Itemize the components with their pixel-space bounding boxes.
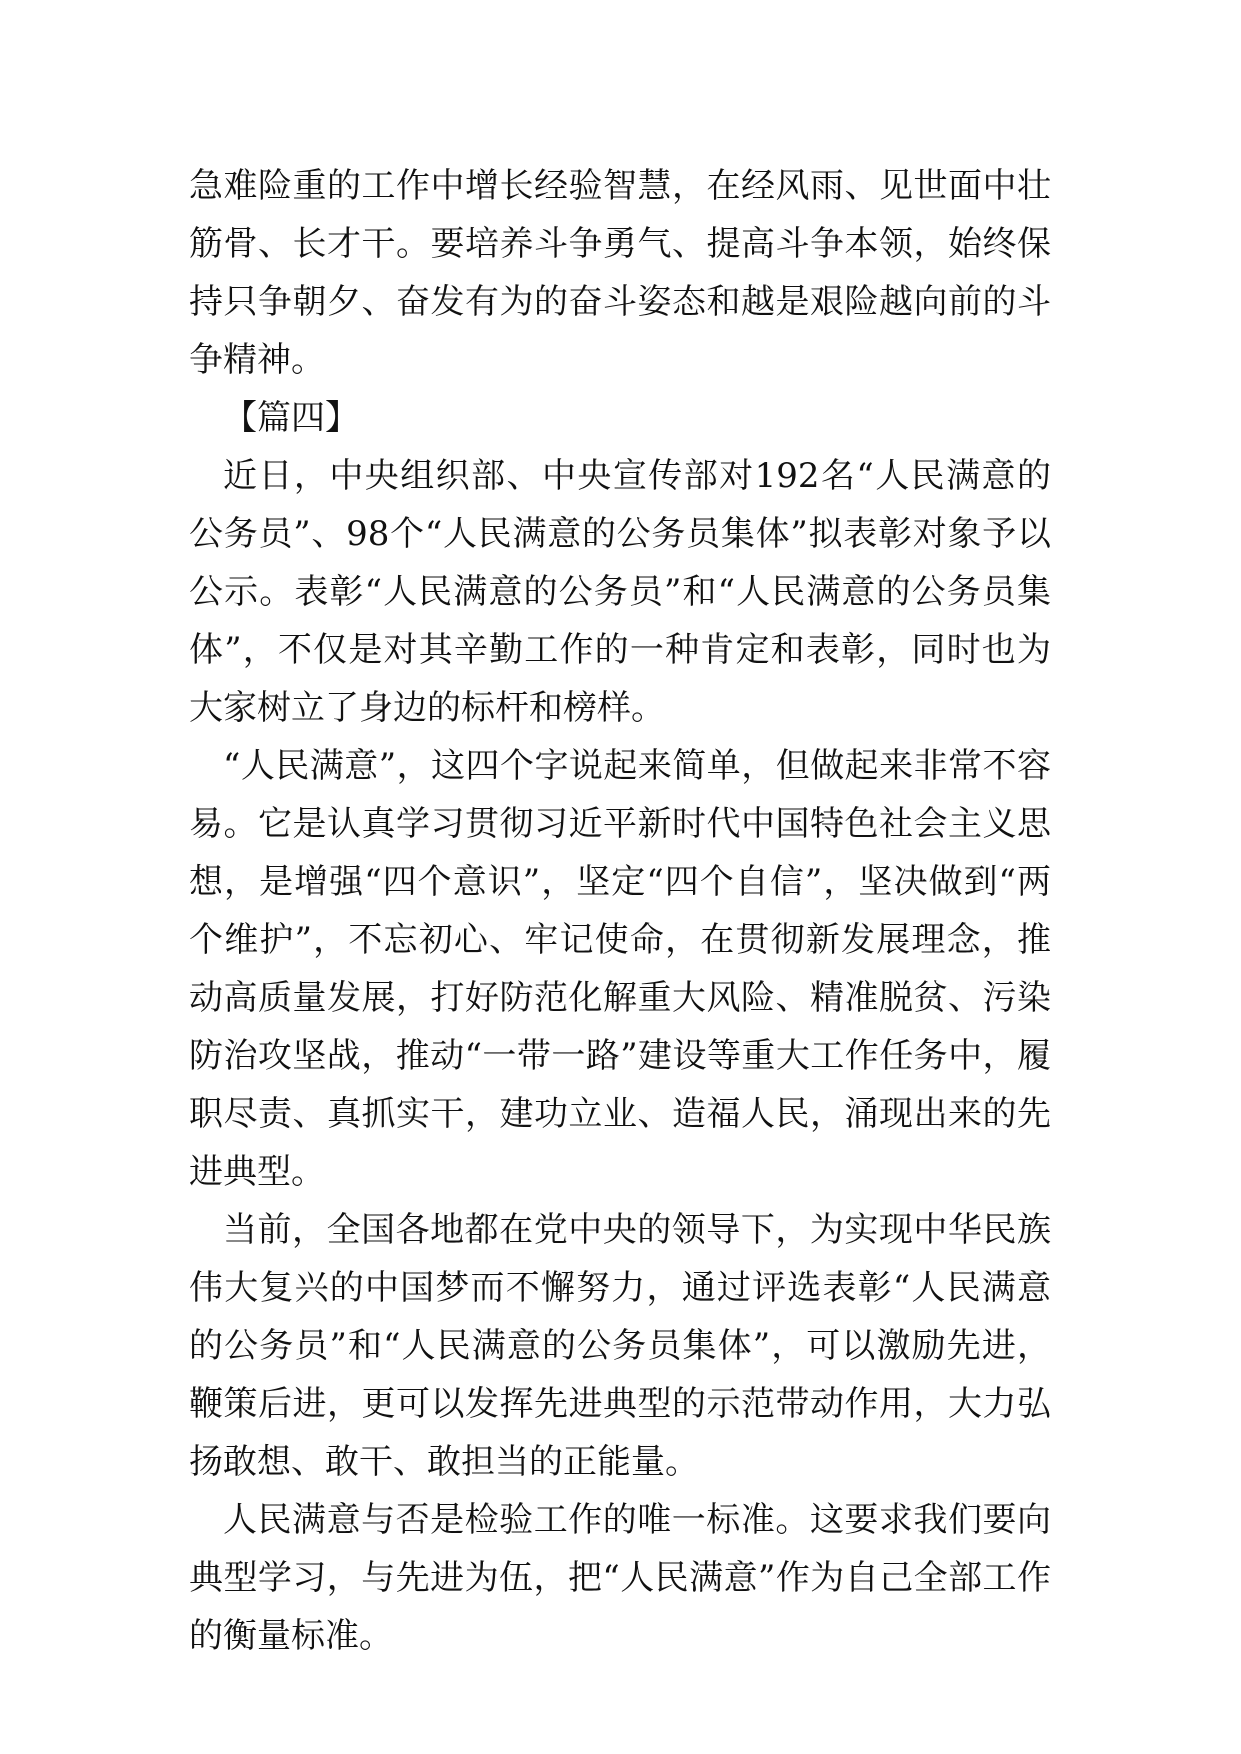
paragraph-continuation: 急难险重的工作中增长经验智慧，在经风雨、见世面中壮筋骨、长才干。要培养斗争勇气、提高斗争本领，始终保持只争朝夕、奋发有为的奋斗姿态和越是艰险越向前的斗争精神。 [189,166,1051,380]
paragraph: 人民满意与否是检验工作的唯一标准。这要求我们要向典型学习，与先进为伍，把“人民满意”作为自己全部工作的衡量标准。 [189,1500,1051,1656]
paragraph: 当前，全国各地都在党中央的领导下，为实现中华民族伟大复兴的中国梦而不懈努力，通过评选表彰“人民满意的公务员”和“人民满意的公务员集体”，可以激励先进，鞭策后进，更可以发挥先进典型的示范带动作用，大力弘扬敢想、敢干、敢担当的正能量。 [189,1210,1051,1482]
section-heading: 【篇四】 [223,398,359,438]
paragraph: 近日，中央组织部、中央宣传部对192名“人民满意的公务员”、98个“人民满意的公务员集体”拟表彰对象予以公示。表彰“人民满意的公务员”和“人民满意的公务员集体”，不仅是对其辛勤工作的一种肯定和表彰，同时也为大家树立了身边的标杆和榜样。 [189,456,1051,728]
paragraph: “人民满意”，这四个字说起来简单，但做起来非常不容易。它是认真学习贯彻习近平新时代中国特色社会主义思想，是增强“四个意识”，坚定“四个自信”，坚决做到“两个维护”，不忘初心、牢记使命，在贯彻新发展理念，推动高质量发展，打好防范化解重大风险、精准脱贫、污染防治攻坚战，推动“一带一路”建设等重大工作任务中，履职尽责、真抓实干，建功立业、造福人民，涌现出来的先进典型。 [189,746,1051,1192]
document-body [189,157,1051,1665]
